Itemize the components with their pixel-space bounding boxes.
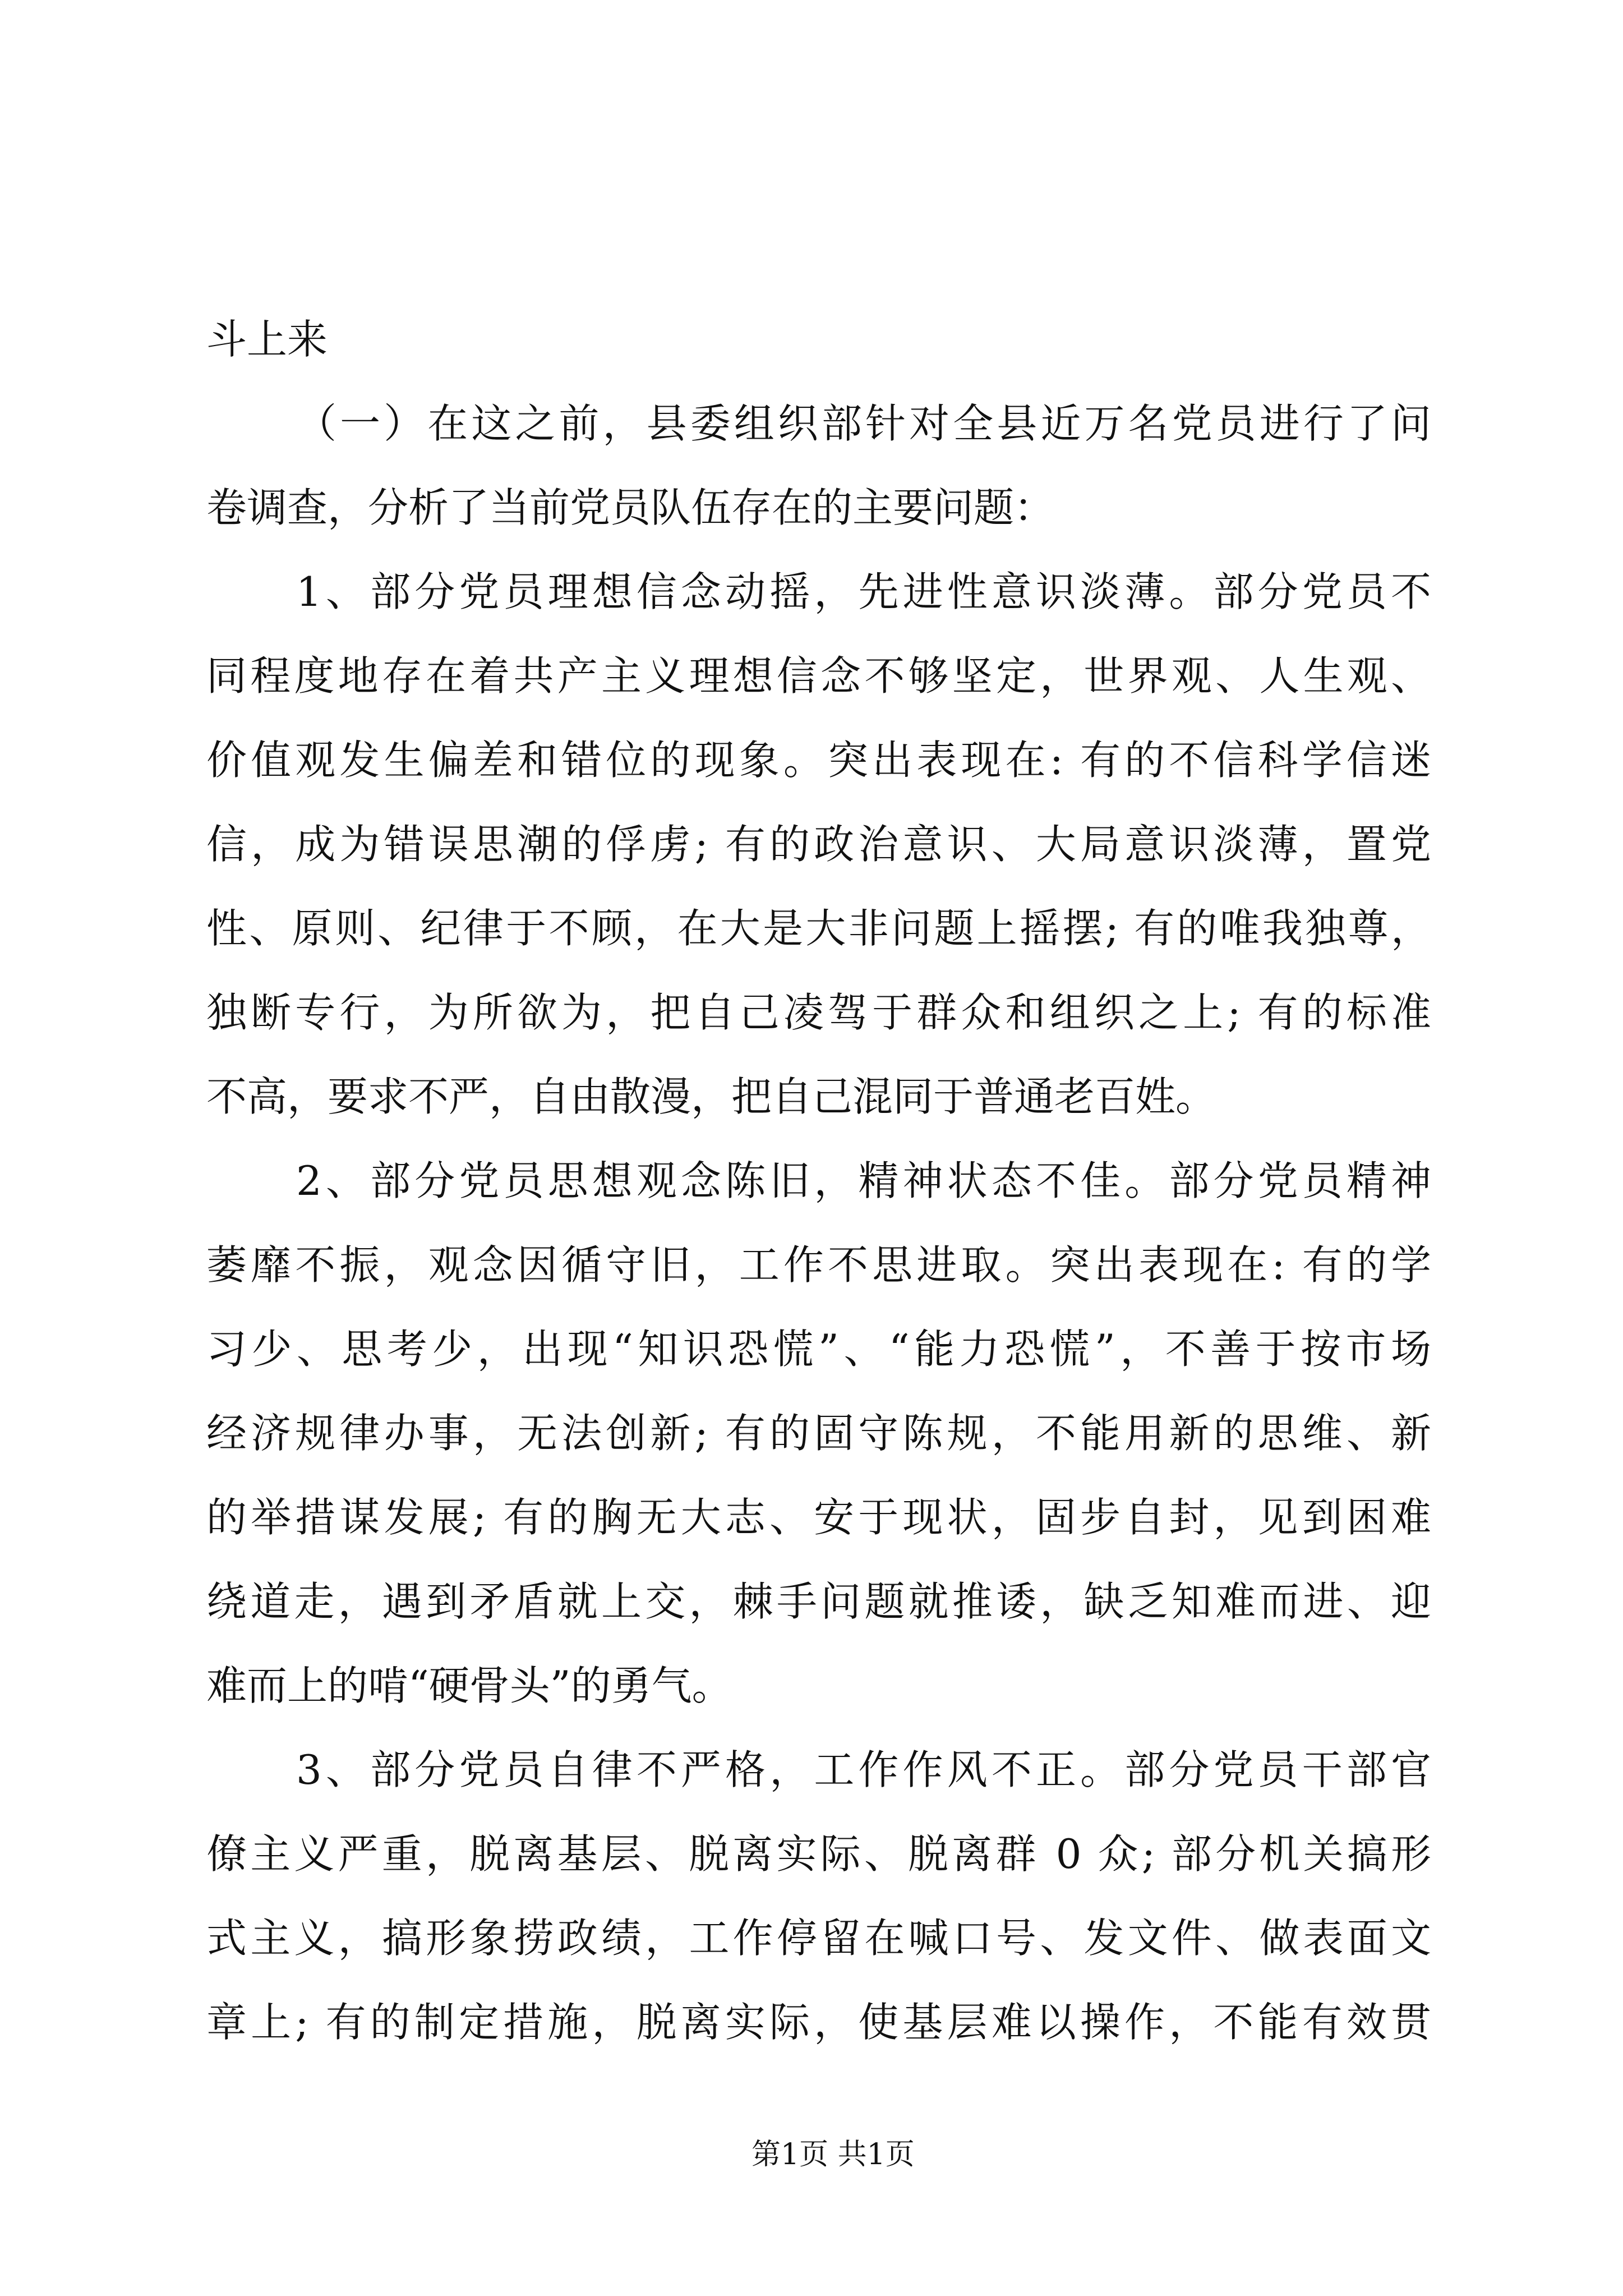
text-line: 斗上来 [206,316,328,363]
text-line: 卷调查，分析了当前党员队伍存在的主要问题： [206,484,1055,531]
paragraph [206,1728,1431,2064]
text-line: （一）在这之前，县委组织部针对全县近万名党员进行了问 [296,400,1431,447]
text-line: 萎靡不振，观念因循守旧，工作不思进取。突出表现在: 有的学 [206,1241,1431,1289]
text-line: 习少、思考少，出现“知识恐慌”、“能力恐慌”，不善于按市场 [206,1326,1431,1373]
text-line: 难而上的啃“硬骨头”的勇气。 [206,1662,732,1709]
text-line: 不高，要求不严，自由散漫，把自己混同于普通老百姓。 [206,1073,1216,1120]
text-line: 1、部分党员理想信念动摇，先进性意识淡薄。部分党员不 [296,568,1431,615]
text-line: 僚主义严重，脱离基层、脱离实际、脱离群 0 众; 部分机关搞形 [206,1830,1431,1878]
paragraph [206,381,1431,550]
text-line: 性、原则、纪律于不顾，在大是大非问题上摇摆; 有的唯我独尊， [206,905,1431,952]
text-line: 式主义，搞形象捞政绩，工作停留在喊口号、发文件、做表面文 [206,1915,1431,1962]
text-line: 独断专行，为所欲为，把自己凌驾于群众和组织之上; 有的标准 [206,989,1431,1036]
text-line: 的举措谋发展; 有的胸无大志、安于现状，固步自封，见到困难 [206,1494,1431,1541]
text-line: 3、部分党员自律不严格，工作作风不正。部分党员干部官 [296,1746,1431,1793]
paragraph [206,1139,1431,1728]
paragraph [206,297,1431,381]
text-line: 经济规律办事，无法创新; 有的固守陈规，不能用新的思维、新 [206,1410,1431,1457]
text-line: 章上; 有的制定措施，脱离实际，使基层难以操作，不能有效贯 [206,1999,1431,2046]
text-line: 绕道走，遇到矛盾就上交，棘手问题就推诿，缺乏知难而进、迎 [206,1578,1431,1625]
page-footer: 第1页 共1页 [751,2138,915,2171]
text-line: 信，成为错误思潮的俘虏; 有的政治意识、大局意识淡薄，置党 [206,821,1431,868]
paragraph [206,550,1431,1139]
text-line: 同程度地存在着共产主义理想信念不够坚定，世界观、人生观、 [206,652,1431,700]
document-body [206,297,1431,2064]
text-line: 价值观发生偏差和错位的现象。突出表现在: 有的不信科学信迷 [206,737,1431,784]
text-line: 2、部分党员思想观念陈旧，精神状态不佳。部分党员精神 [296,1157,1431,1204]
